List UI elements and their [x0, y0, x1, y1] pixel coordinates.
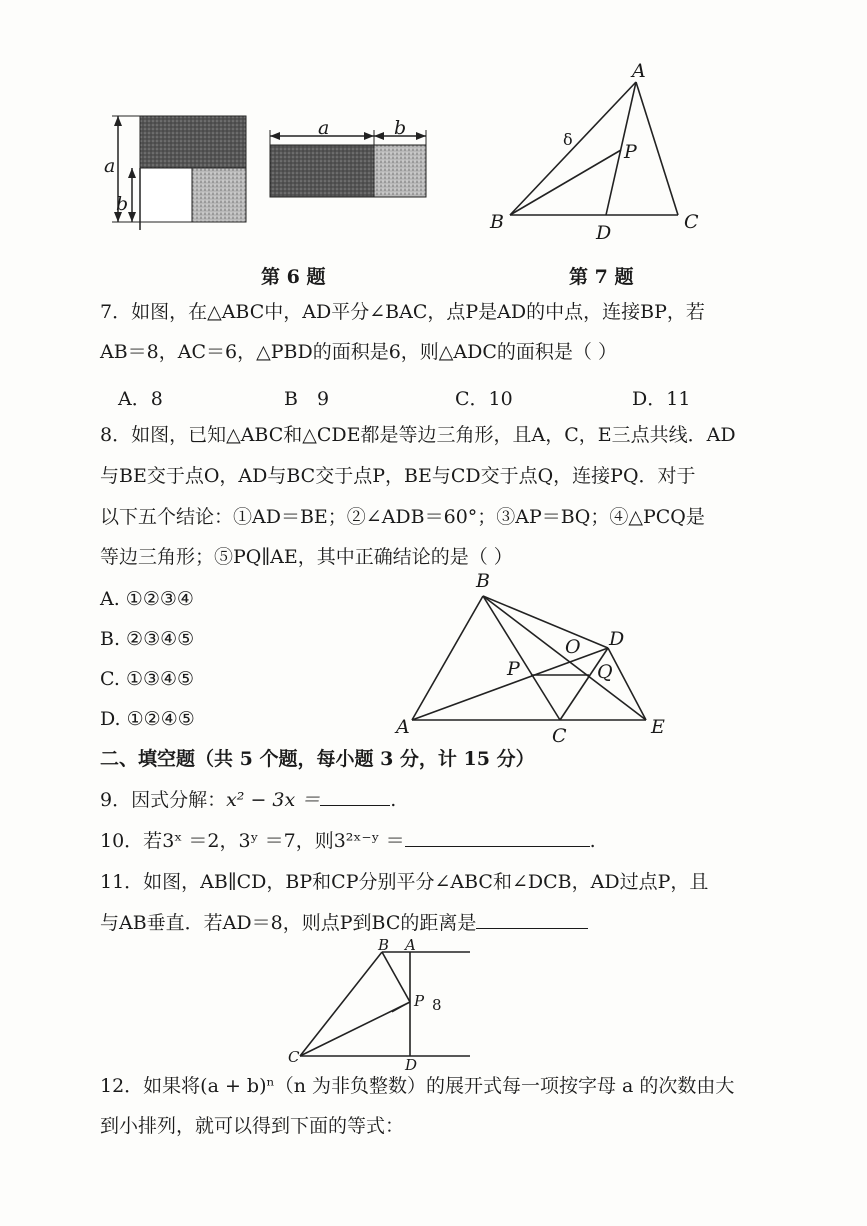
q12-line2: 到小排列，就可以得到下面的等式：: [100, 1115, 405, 1137]
q8-option-b: B. ②③④⑤: [100, 628, 195, 650]
fig7-point-d: D: [596, 222, 612, 244]
fig8-point-q: Q: [597, 661, 613, 683]
q11-line2: [100, 914, 588, 933]
fig8-point-d: D: [609, 628, 625, 650]
fig6-label-b-top: b: [394, 117, 407, 139]
q9-expr: x² − 3x ＝: [226, 789, 321, 811]
fig11-point-a: A: [405, 936, 416, 954]
q11-line2-text: 与AB垂直．若AD＝8，则点P到BC的距离是: [100, 912, 477, 934]
fig7-mark: δ: [563, 130, 573, 149]
q10-suffix: .: [589, 830, 596, 852]
q7-option-d: D．11: [632, 388, 691, 410]
fig8-point-o: O: [565, 636, 581, 658]
q10-answer-blank[interactable]: [405, 844, 590, 847]
section-fill-in-title: 二、填空题（共 5 个题，每小题 3 分，计 15 分）: [100, 748, 535, 770]
q8-option-a: A. ①②③④: [100, 588, 194, 610]
fig11-point-b: B: [378, 936, 390, 954]
q8-line1: 8．如图，已知△ABC和△CDE都是等边三角形，且A，C，E三点共线．AD: [100, 424, 736, 446]
fig7-point-a: A: [632, 60, 646, 82]
fig11-point-d: D: [405, 1056, 418, 1074]
q8-option-c: C. ①③④⑤: [100, 668, 195, 690]
fig11-point-c: C: [288, 1048, 300, 1066]
q10-prefix: 10．若: [100, 830, 163, 852]
fig7-point-b: B: [490, 211, 504, 233]
q8-line3: 以下五个结论：①AD＝BE；②∠ADB＝60°；③AP＝BQ；④△PCQ是: [100, 506, 705, 528]
q8-line2: 与BE交于点O，AD与BC交于点P，BE与CD交于点Q，连接PQ．对于: [100, 465, 696, 487]
q12-line1: 12．如果将(a + b)ⁿ（n 为非负整数）的展开式每一项按字母 a 的次数由大: [100, 1075, 735, 1097]
q9: [100, 791, 396, 810]
fig7-point-p: P: [624, 141, 637, 163]
fig8-point-b: B: [476, 570, 490, 592]
q11-line1: 11．如图，AB∥CD，BP和CP分别平分∠ABC和∠DCB，AD过点P，且: [100, 871, 709, 893]
fig11-point-p: P: [414, 992, 425, 1010]
fig6-caption: 第 6 题: [261, 266, 326, 288]
fig8-point-a: A: [396, 716, 410, 738]
fig11-mark: 8: [432, 996, 442, 1014]
fig7-point-c: C: [684, 211, 699, 233]
q11-answer-blank[interactable]: [476, 926, 588, 929]
q7-option-b: B 9: [284, 388, 330, 410]
fig7-caption: 第 7 题: [569, 266, 634, 288]
q7-option-c: C．10: [455, 388, 513, 410]
q7-line2: AB＝8，AC＝6，△PBD的面积是6，则△ADC的面积是（ ）: [100, 341, 617, 363]
q9-prefix: 9．因式分解：: [100, 789, 227, 811]
fig6-label-a-left: a: [104, 155, 116, 177]
fig8-point-c: C: [552, 725, 567, 747]
fig6-label-a-top: a: [318, 117, 330, 139]
q8-option-d: D. ①②④⑤: [100, 708, 195, 730]
q8-line4: 等边三角形；⑤PQ∥AE，其中正确结论的是（ ）: [100, 546, 513, 568]
q7-option-a: A．8: [118, 388, 163, 410]
q9-suffix: .: [390, 789, 397, 811]
fig6-label-b-left: b: [116, 193, 129, 215]
q10: [100, 832, 596, 851]
fig8-point-p: P: [507, 658, 520, 680]
figure-6: [100, 100, 440, 240]
q7-line1: 7．如图，在△ABC中，AD平分∠BAC，点P是AD的中点，连接BP，若: [100, 301, 705, 323]
q9-answer-blank[interactable]: [320, 803, 390, 806]
figure-11: [290, 940, 490, 1070]
q10-expr: 3ˣ ＝2，3ʸ ＝7，则3²ˣ⁻ʸ ＝: [162, 830, 405, 852]
figure-8: [390, 580, 680, 740]
fig8-point-e: E: [651, 716, 665, 738]
